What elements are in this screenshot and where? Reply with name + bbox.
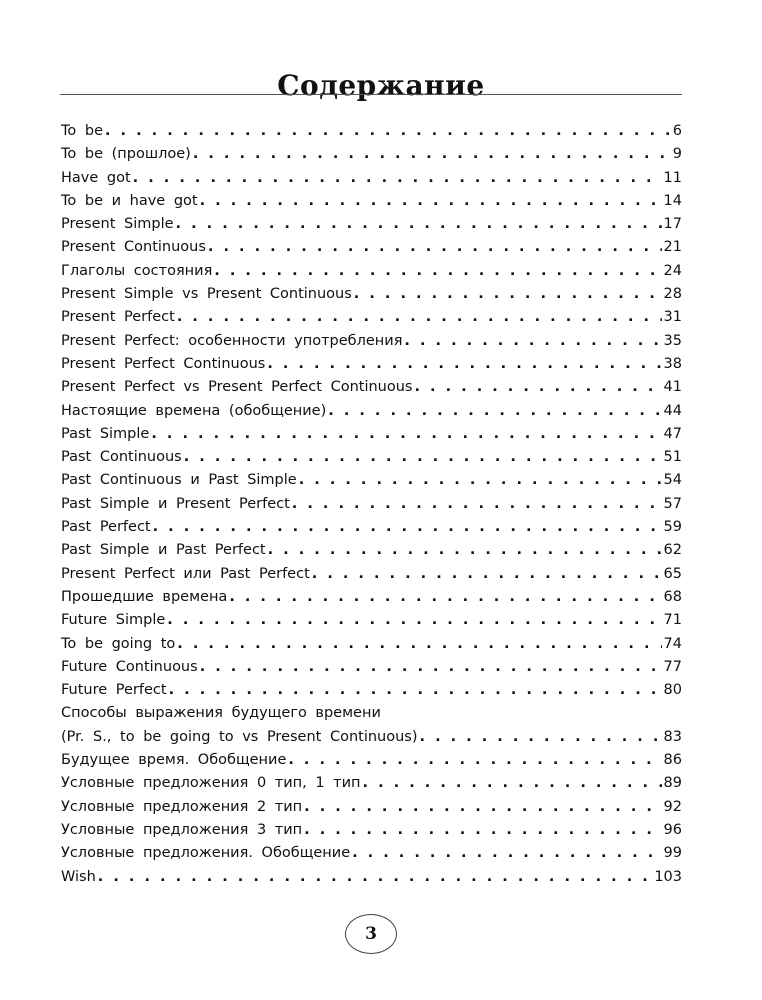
dot-leader — [420, 726, 662, 749]
toc-entry[interactable] — [61, 120, 682, 143]
toc-entry-page: 68 — [663, 588, 682, 605]
toc-entry-label: Future Simple — [61, 612, 166, 629]
toc-entry-page: 59 — [663, 519, 682, 536]
toc-entry-label: Present Perfect vs Present Perfect Continuous — [61, 379, 413, 396]
page-number: 3 — [365, 924, 377, 944]
dot-leader — [354, 283, 662, 306]
toc-entry[interactable] — [61, 539, 682, 562]
dot-leader — [312, 563, 662, 586]
toc-entry-page: 14 — [663, 192, 682, 209]
dot-leader — [169, 679, 662, 702]
dot-leader — [153, 516, 662, 539]
toc-entry[interactable] — [61, 586, 682, 609]
toc-entry-label: (Pr. S., to be going to vs Present Continuous) — [61, 728, 418, 745]
dot-leader — [229, 586, 661, 609]
toc-entry[interactable] — [61, 819, 682, 842]
toc-entry-page: 24 — [663, 262, 682, 279]
toc-entry[interactable] — [61, 656, 682, 679]
toc-entry[interactable] — [61, 516, 682, 539]
toc-entry-page: 99 — [663, 845, 682, 862]
toc-entry-page: 89 — [663, 775, 682, 792]
dot-leader — [304, 796, 661, 819]
toc-entry-label: Present Simple — [61, 216, 174, 233]
toc-entry[interactable] — [61, 330, 682, 353]
toc-entry[interactable] — [61, 143, 682, 166]
toc-entry-label: To be (прошлое) — [61, 146, 191, 163]
toc-entry[interactable] — [61, 772, 682, 795]
toc-entry-label-line1: Способы выражения будущего времени — [61, 705, 381, 722]
toc-entry-label: Будущее время. Обобщение — [61, 752, 287, 769]
toc-entry-page: 6 — [672, 123, 682, 139]
dot-leader — [167, 609, 661, 632]
toc-entry-page: 103 — [654, 868, 682, 885]
toc-entry[interactable] — [61, 190, 682, 213]
toc-entry[interactable] — [61, 679, 682, 702]
title-divider — [60, 94, 682, 95]
toc-entry-page: 57 — [663, 495, 682, 512]
page-number-badge — [345, 914, 397, 954]
page-title: Содержание — [277, 68, 485, 102]
toc-entry-page: 51 — [663, 449, 682, 466]
dot-leader — [151, 423, 661, 446]
toc-entry-label: Present Perfect или Past Perfect — [61, 565, 310, 582]
toc-entry[interactable] — [61, 423, 682, 446]
toc-entry-page: 31 — [663, 309, 682, 326]
toc-entry-label: To be и have got — [61, 192, 198, 209]
toc-entry-page: 38 — [663, 355, 682, 372]
toc-entry-page: 41 — [663, 379, 682, 396]
toc-entry-label: Глаголы состояния — [61, 262, 213, 279]
toc-entry[interactable] — [61, 702, 682, 749]
toc-entry[interactable] — [61, 306, 682, 329]
toc-entry-label: Условные предложения. Обобщение — [61, 845, 351, 862]
toc-entry-label: Future Continuous — [61, 658, 198, 675]
toc-entry-page: 80 — [663, 682, 682, 699]
toc-entry-page: 62 — [663, 542, 682, 559]
toc-entry-page: 28 — [663, 286, 682, 303]
dot-leader — [292, 493, 662, 516]
dot-leader — [200, 656, 662, 679]
toc-entry-label: Условные предложения 2 тип — [61, 798, 303, 815]
toc-entry-label: Present Simple vs Present Continuous — [61, 286, 352, 303]
toc-entry[interactable] — [61, 563, 682, 586]
dot-leader — [328, 400, 661, 423]
toc-entry[interactable] — [61, 167, 682, 190]
toc-entry-page: 35 — [663, 332, 682, 349]
toc-entry[interactable] — [61, 260, 682, 283]
toc-entry-label: Present Perfect: особенности употребления — [61, 332, 403, 349]
toc-entry-page: 47 — [663, 425, 682, 442]
toc-entry-label: Present Perfect Continuous — [61, 355, 266, 372]
toc-entry[interactable] — [61, 842, 682, 865]
dot-leader — [177, 633, 661, 656]
toc-entry[interactable] — [61, 353, 682, 376]
toc-entry[interactable] — [61, 633, 682, 656]
toc-entry-label: Present Continuous — [61, 239, 206, 256]
toc-entry-label: Условные предложения 0 тип, 1 тип — [61, 775, 361, 792]
toc-entry-label: Past Perfect — [61, 519, 151, 536]
dot-leader — [200, 190, 662, 213]
toc-entry-page: 96 — [663, 821, 682, 838]
toc-entry-label: Прошедшие времена — [61, 588, 228, 605]
toc-entry[interactable] — [61, 609, 682, 632]
toc-entry-page: 11 — [663, 169, 682, 186]
toc-entry-label: Past Simple — [61, 425, 150, 442]
toc-entry-label: To be going to — [61, 635, 176, 652]
toc-entry-label: Past Continuous и Past Simple — [61, 472, 297, 489]
toc-entry-label: Настоящие времена (обобщение) — [61, 402, 327, 419]
toc-entry-label: Wish — [61, 868, 96, 885]
toc-entry[interactable] — [61, 469, 682, 492]
dot-leader — [214, 260, 661, 283]
dot-leader — [304, 819, 661, 842]
dot-leader — [414, 376, 661, 399]
toc-entry-label: Past Simple и Present Perfect — [61, 495, 290, 512]
dot-leader — [267, 353, 661, 376]
toc-entry-page: 9 — [672, 146, 682, 163]
dot-leader — [299, 469, 662, 492]
dot-leader — [193, 143, 671, 166]
toc-entry-label: Present Perfect — [61, 309, 175, 326]
toc-entry-page: 74 — [663, 635, 682, 652]
toc-entry[interactable] — [61, 376, 682, 399]
table-of-contents — [61, 120, 682, 889]
toc-entry[interactable] — [61, 400, 682, 423]
toc-entry-page: 21 — [663, 239, 682, 256]
toc-entry-label: To be — [61, 123, 103, 139]
dot-leader — [177, 306, 662, 329]
toc-entry[interactable] — [61, 283, 682, 306]
dot-leader — [105, 120, 671, 143]
toc-entry-page: 92 — [663, 798, 682, 815]
toc-entry[interactable] — [61, 796, 682, 819]
dot-leader — [176, 213, 662, 236]
toc-entry-label: Past Simple и Past Perfect — [61, 542, 266, 559]
toc-entry-page: 65 — [663, 565, 682, 582]
dot-leader — [133, 167, 662, 190]
toc-entry-label: Past Continuous — [61, 449, 182, 466]
dot-leader — [288, 749, 661, 772]
dot-leader — [184, 446, 662, 469]
toc-entry[interactable] — [61, 866, 682, 889]
dot-leader — [208, 236, 662, 259]
toc-entry-label: Условные предложения 3 тип — [61, 821, 303, 838]
toc-entry[interactable] — [61, 446, 682, 469]
toc-entry-page: 77 — [663, 658, 682, 675]
toc-entry-page: 86 — [663, 752, 682, 769]
dot-leader — [98, 866, 653, 889]
dot-leader — [404, 330, 661, 353]
toc-entry-page: 17 — [663, 216, 682, 233]
dot-leader — [352, 842, 661, 865]
dot-leader — [268, 539, 662, 562]
toc-entry-page: 83 — [663, 728, 682, 745]
toc-entry[interactable] — [61, 749, 682, 772]
toc-entry-page: 54 — [663, 472, 682, 489]
dot-leader — [363, 772, 662, 795]
toc-entry-page: 44 — [663, 402, 682, 419]
toc-entry[interactable] — [61, 493, 682, 516]
toc-entry[interactable] — [61, 213, 682, 236]
toc-entry[interactable] — [61, 236, 682, 259]
toc-entry-label: Have got — [61, 169, 131, 186]
toc-entry-label: Future Perfect — [61, 682, 167, 699]
toc-entry-page: 71 — [663, 612, 682, 629]
